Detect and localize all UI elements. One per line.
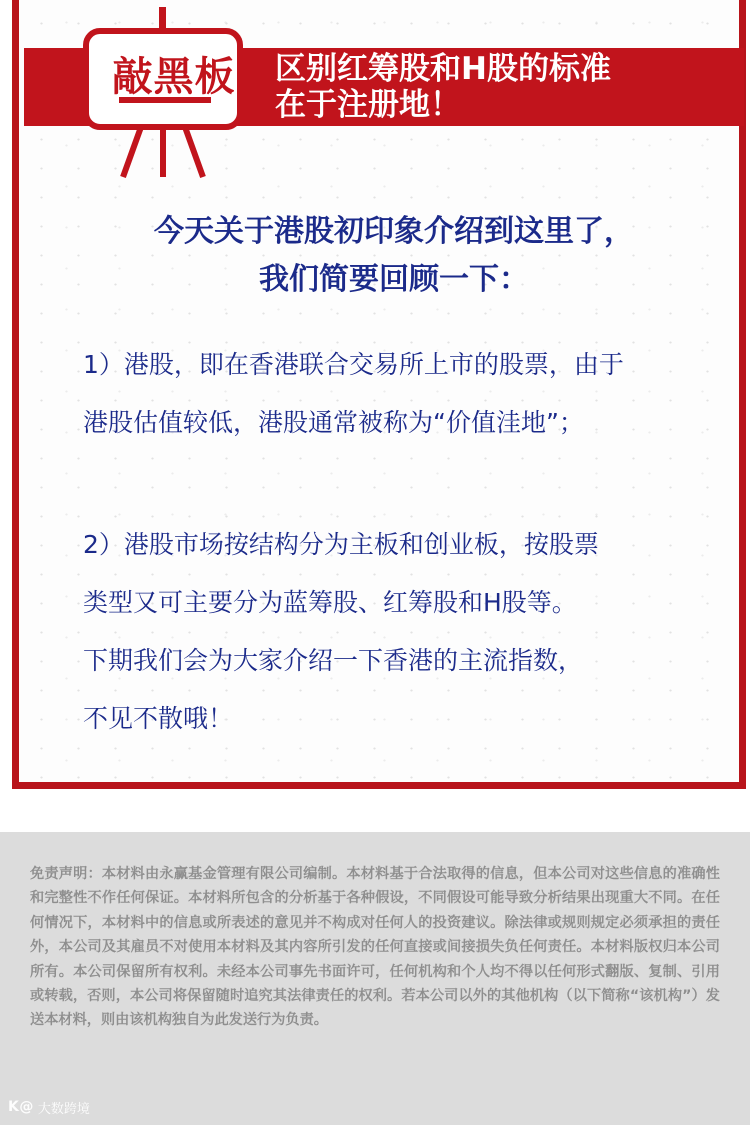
point-2-line-1: 2）港股市场按结构分为主板和创业板，按股票: [83, 530, 599, 559]
watermark-logo: K@: [8, 1099, 34, 1115]
point-2: [83, 516, 723, 748]
closing-line-2: 不见不散哦！: [83, 704, 234, 733]
banner-title-line-1: 区别红筹股和H股的标准: [275, 51, 611, 87]
point-1-line-1: 1）港股，即在香港联合交易所上市的股票，由于: [83, 350, 624, 379]
banner-title: [275, 48, 735, 126]
intro-heading: [39, 208, 749, 304]
point-1: [83, 336, 723, 452]
watermark-text: 大数跨境: [37, 1101, 90, 1117]
point-1-line-2: 港股估值较低，港股通常被称为“价值洼地”；: [83, 408, 584, 437]
point-2-line-2: 类型又可主要分为蓝筹股、红筹股和H股等。: [83, 588, 577, 617]
banner-title-line-2: 在于注册地！: [275, 87, 461, 123]
intro-line-1: 今天关于港股初印象介绍到这里了，: [154, 214, 634, 249]
disclaimer-footer: [0, 832, 750, 1125]
intro-line-2: 我们简要回顾一下：: [259, 262, 529, 297]
blackboard-label: 敲黑板: [112, 53, 236, 100]
watermark: [8, 1096, 90, 1118]
article-card: [12, 0, 746, 789]
closing-line-1: 下期我们会为大家介绍一下香港的主流指数，: [83, 646, 584, 675]
disclaimer-text: 免责声明：本材料由永赢基金管理有限公司编制。本材料基于合法取得的信息，但本公司对这些信息的准确性和完整性不作任何保证。本材料所包含的分析基于各种假设，不同假设可能导致分析结果出现重大不同。在任何情况下，本材料中的信息或所表述的意见并不构成对任何人的投资建议。除法律或规则规定必须承担的责任外，本公司及其雇员不对使用本材料及其内容所引发的任何直接或间接损失负任何责任。本材料版权归本公司所有。本公司保留所有权利。未经本公司事先书面许可，任何机构和个人均不得以任何形式翻版、复制、引用或转载，否则，本公司将保留随时追究其法律责任的权利。若本公司以外的其他机构（以下简称“该机构”）发送本材料，则由该机构独自为此发送行为负责。: [30, 866, 720, 1029]
